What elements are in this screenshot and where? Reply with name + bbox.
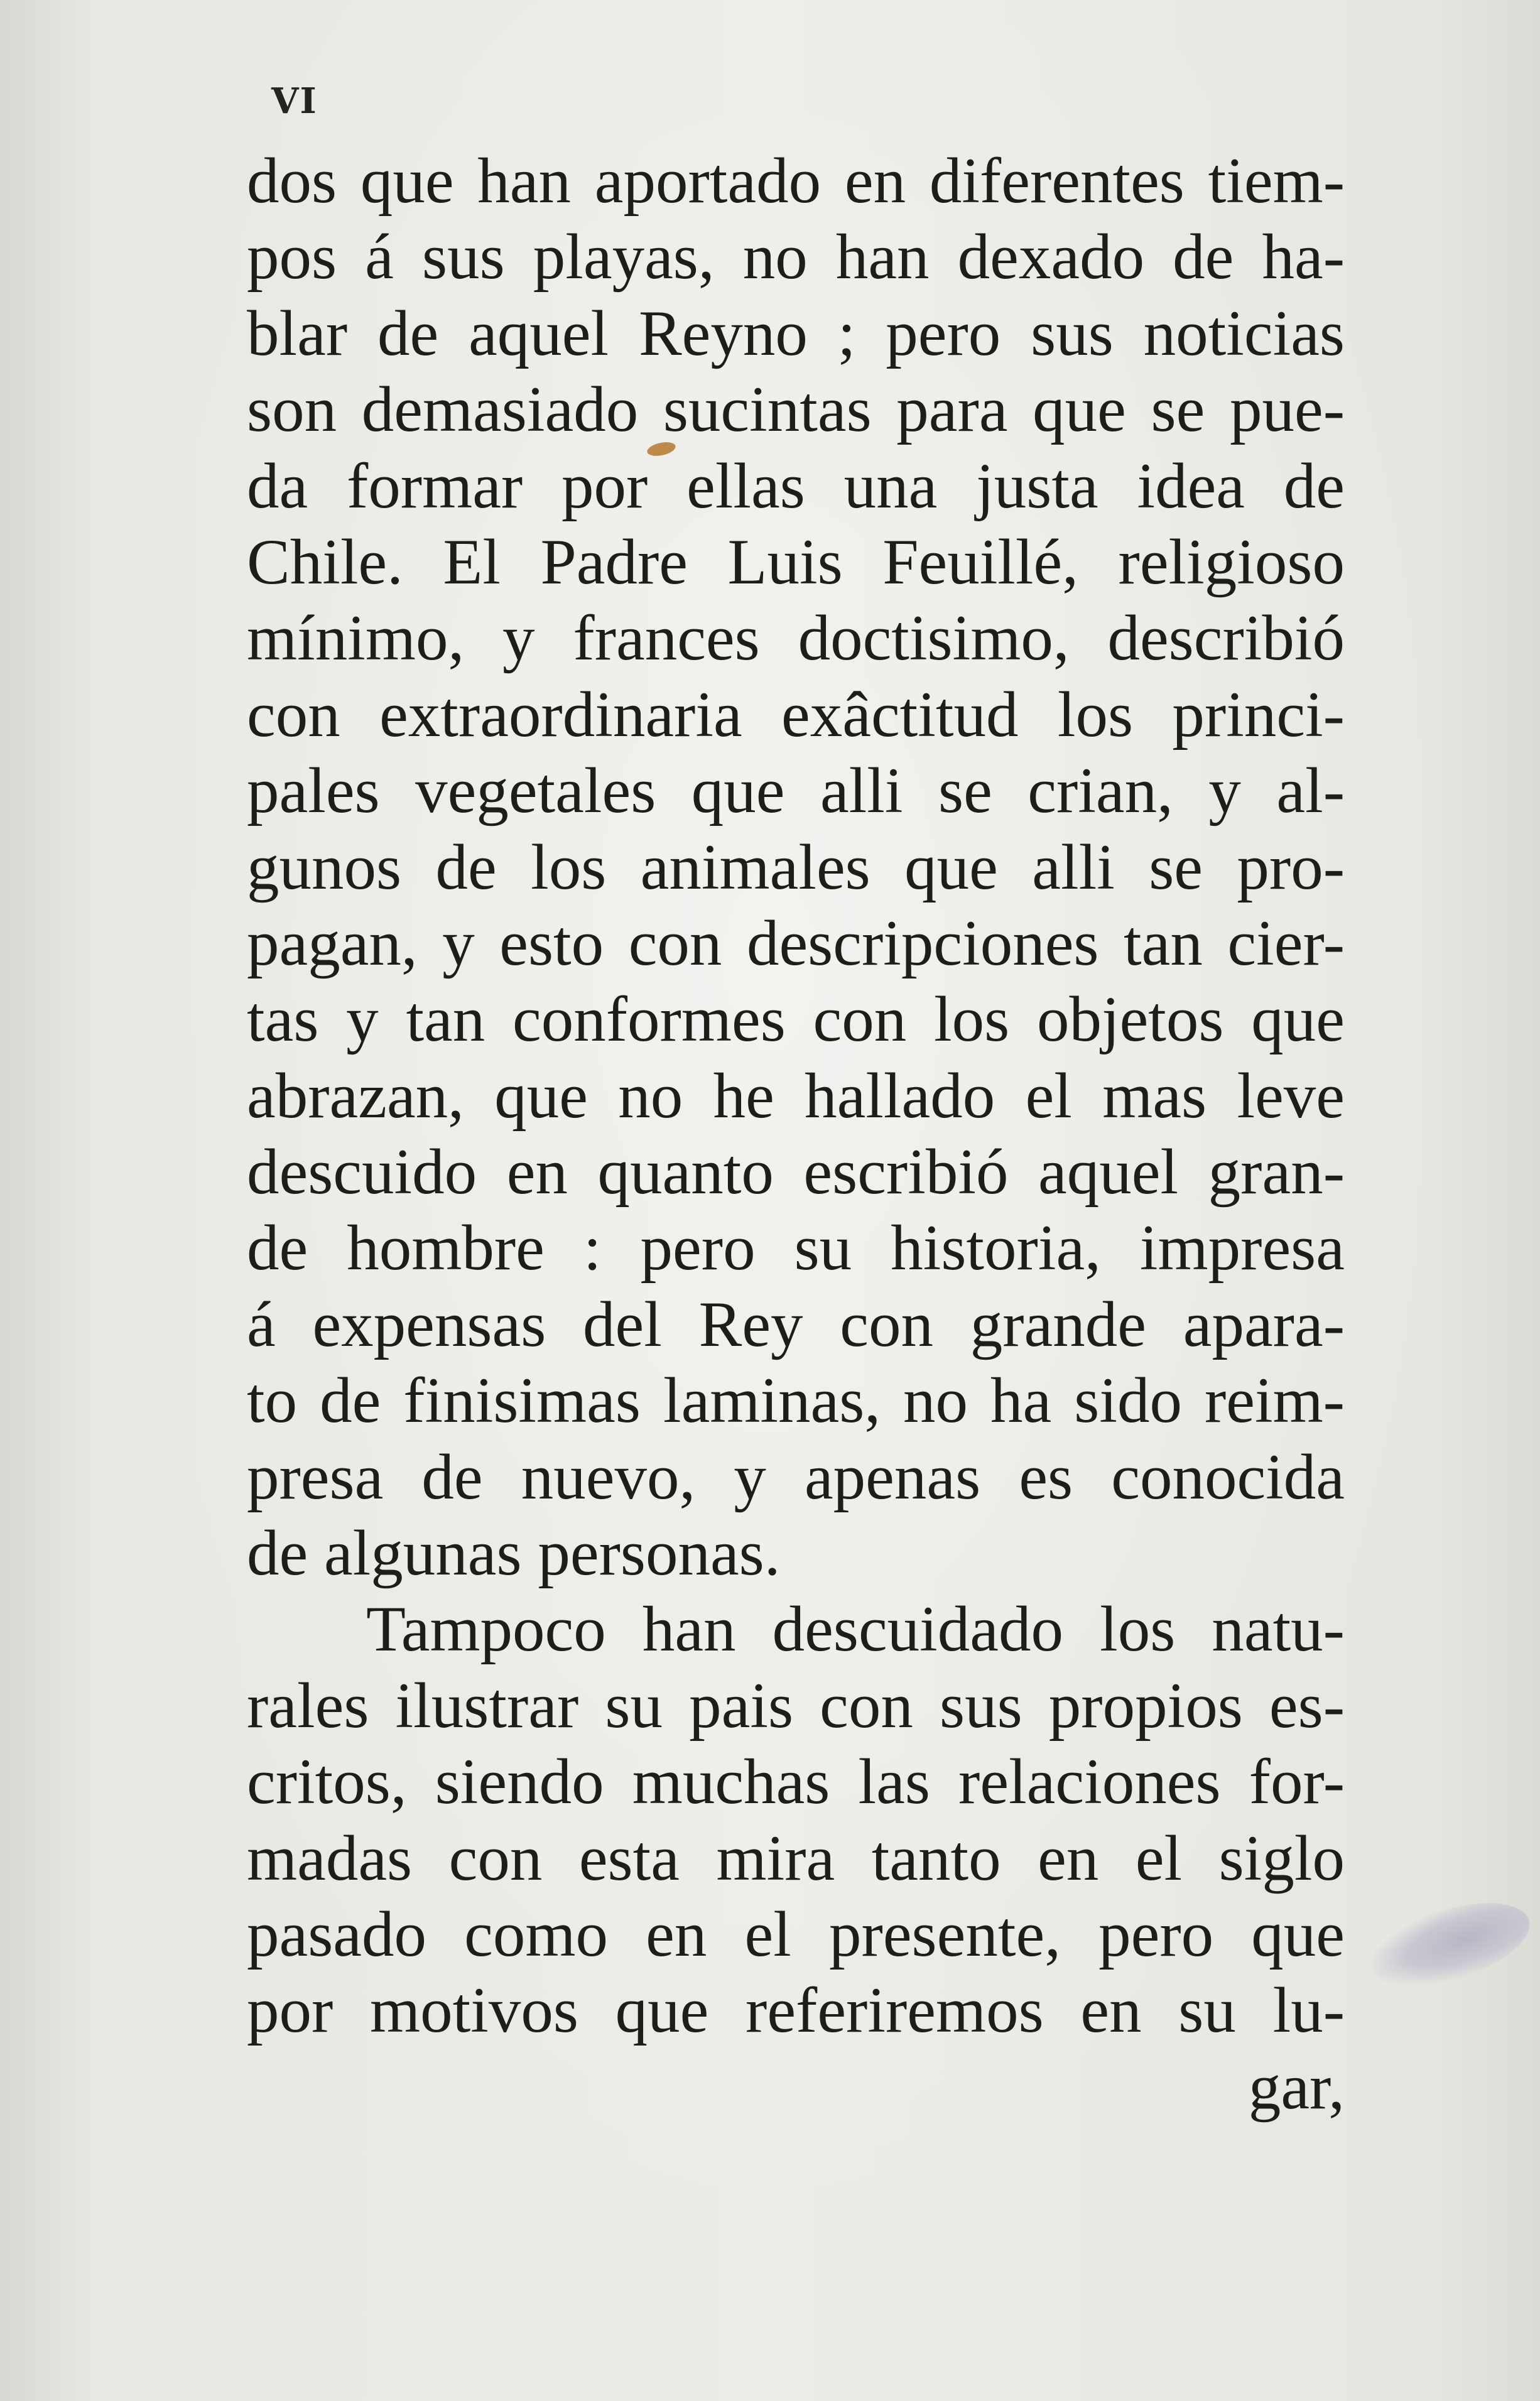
text-line: Chile. El Padre Luis Feuillé, religioso [247,526,1345,598]
text-line: pales vegetales que alli se crian, y al- [247,755,1345,827]
text-line: son demasiado sucintas para que se pue- [247,374,1345,446]
text-line: blar de aquel Reyno ; pero sus noticias [247,297,1345,369]
text-line: á expensas del Rey con grande apara- [247,1288,1345,1360]
text-line: pasado como en el presente, pero que [247,1898,1345,1970]
text-line: descuido en quanto escribió aquel gran- [247,1136,1345,1208]
text-line: pagan, y esto con descripciones tan cier- [247,907,1345,979]
text-line: gunos de los animales que alli se pro- [247,831,1345,903]
text-line: pos á sus playas, no han dexado de ha- [247,221,1345,293]
text-line: madas con esta mira tanto en el siglo [247,1822,1345,1894]
paper-stain [1362,1886,1539,2002]
page-number: VI [271,80,318,122]
text-line: de hombre : pero su historia, impresa [247,1212,1345,1284]
text-line: dos que han aportado en diferentes tiem- [247,145,1345,217]
text-line: abrazan, que no he hallado el mas leve [247,1060,1345,1132]
paragraph-start-line: Tampoco han descuidado los natu- [366,1593,1345,1666]
text-line: critos, siendo muchas las relaciones for- [247,1746,1345,1818]
text-line: mínimo, y frances doctisimo, describió [247,602,1345,675]
text-line: con extraordinaria exâctitud los princi- [247,678,1345,751]
text-line: rales ilustrar su pais con sus propios es- [247,1669,1345,1742]
catchword: gar, [1248,2051,1345,2123]
body-text [247,143,1345,2125]
paragraph-end-line: de algunas personas. [247,1517,781,1590]
text-line: por motivos que referiremos en su lu- [247,1975,1345,2047]
text-line: presa de nuevo, y apenas es conocida [247,1441,1345,1513]
text-line: da formar por ellas una justa idea de [247,450,1345,522]
text-line: tas y tan conformes con los objetos que [247,984,1345,1056]
text-line: to de finisimas laminas, no ha sido reim- [247,1365,1345,1437]
